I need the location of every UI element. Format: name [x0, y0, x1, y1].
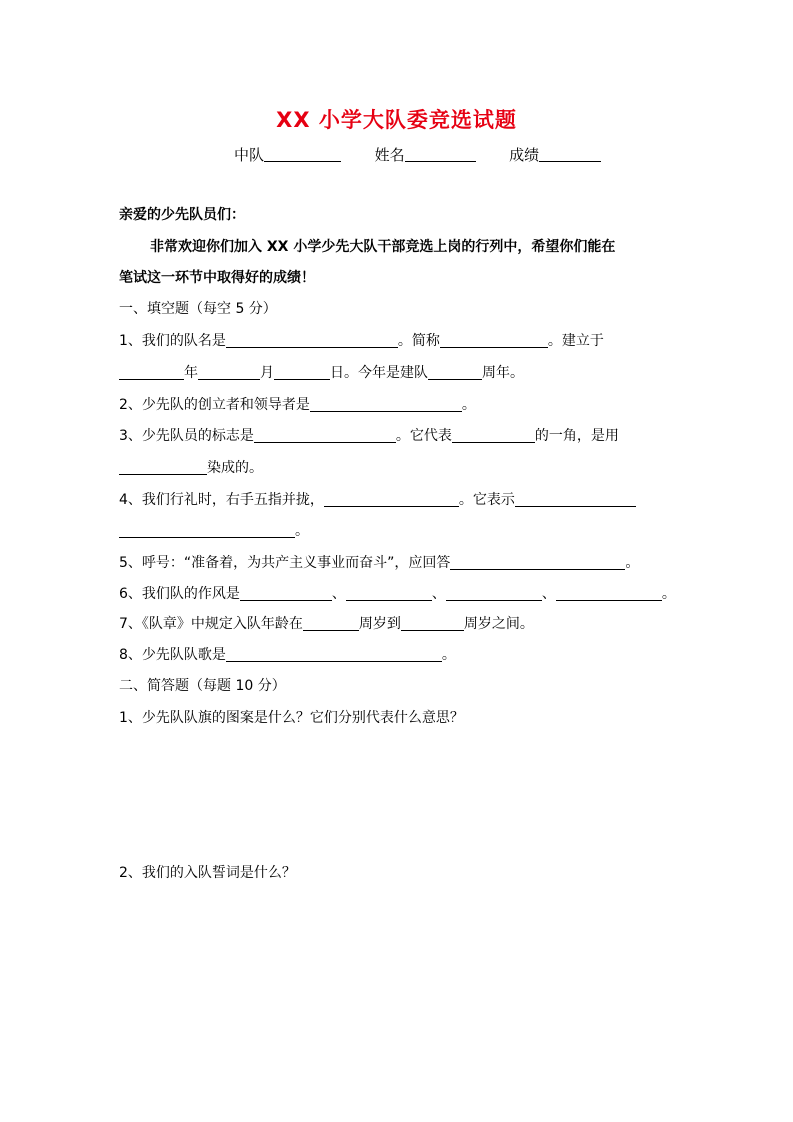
- question-1-line-2: [119, 363, 524, 383]
- greeting: 亲爱的少先队员们：: [119, 207, 245, 223]
- q3-blank-dyed-with[interactable]: [119, 459, 207, 475]
- question-4-line-1: [119, 490, 636, 510]
- q3-text-b: 。它代表: [395, 428, 452, 444]
- q1-text-f: 日。今年是建队: [330, 365, 428, 381]
- q7-blank-min-age[interactable]: [303, 615, 359, 631]
- q4-text-a: 4、我们行礼时，右手五指并拢，: [119, 492, 324, 508]
- q1-blank-anniversary[interactable]: [428, 364, 482, 380]
- question-3-line-2: [119, 458, 263, 478]
- q6-blank-3[interactable]: [446, 585, 542, 601]
- q8-text-a: 8、少先队队歌是: [119, 647, 226, 663]
- q6-text-a: 6、我们队的作风是: [119, 586, 240, 602]
- short-answer-question-1: 1、少先队队旗的图案是什么？它们分别代表什么意思？: [119, 710, 464, 726]
- q7-blank-max-age[interactable]: [401, 615, 464, 631]
- q1-blank-month[interactable]: [198, 364, 260, 380]
- q4-text-c: 。: [295, 523, 309, 539]
- name-field[interactable]: [405, 145, 476, 162]
- q2-blank-founder[interactable]: [310, 396, 462, 412]
- q7-text-c: 周岁之间。: [463, 616, 534, 632]
- question-3-line-1: [119, 426, 619, 446]
- q1-text-g: 周年。: [482, 365, 524, 381]
- question-6: [119, 584, 676, 604]
- q6-end: 。: [661, 586, 676, 602]
- intro-line-1: 非常欢迎你们加入 XX 小学少先大队干部竞选上岗的行列中，希望你们能在: [150, 239, 616, 255]
- q1-text-e: 月: [260, 365, 274, 381]
- q3-blank-symbol[interactable]: [254, 427, 396, 443]
- q3-blank-represents[interactable]: [452, 427, 535, 443]
- q3-text-a: 3、少先队员的标志是: [119, 428, 254, 444]
- q1-text-c: 。建立于: [547, 333, 604, 349]
- q7-text-a: 7、《队章》中规定入队年龄在: [119, 616, 303, 632]
- question-4-line-2: [119, 521, 309, 541]
- q3-text-c: 的一角，是用: [534, 428, 619, 444]
- score-label: 成绩: [509, 146, 540, 164]
- q2-text-b: 。: [461, 397, 476, 413]
- name-label: 姓名: [374, 146, 405, 164]
- q8-blank-anthem[interactable]: [226, 646, 442, 662]
- q1-blank-team-name[interactable]: [226, 332, 398, 348]
- q7-text-b: 周岁到: [358, 616, 401, 632]
- q4-blank-meaning-continued[interactable]: [119, 522, 295, 538]
- q6-blank-4[interactable]: [556, 585, 662, 601]
- q4-blank-meaning[interactable]: [515, 491, 636, 507]
- q6-separator: 、: [431, 586, 446, 602]
- q5-text-b: 。: [625, 555, 640, 571]
- q6-blank-2[interactable]: [346, 585, 432, 601]
- short-answer-question-2: 2、我们的入队誓词是什么？: [119, 865, 296, 881]
- question-8: [119, 645, 456, 665]
- q5-blank-answer[interactable]: [450, 554, 625, 570]
- q1-blank-year[interactable]: [119, 364, 184, 380]
- q4-blank-salute[interactable]: [324, 491, 459, 507]
- question-5: [119, 553, 639, 573]
- squad-field[interactable]: [264, 145, 341, 162]
- intro-line-2: 笔试这一环节中取得好的成绩！: [119, 270, 315, 286]
- q1-text-d: 年: [184, 365, 198, 381]
- q6-separator: 、: [541, 586, 556, 602]
- question-1-line-1: [119, 331, 604, 351]
- q2-text-a: 2、少先队的创立者和领导者是: [119, 397, 310, 413]
- q1-blank-day[interactable]: [274, 364, 330, 380]
- q8-text-b: 。: [441, 647, 456, 663]
- score-field[interactable]: [539, 145, 601, 162]
- page-title: XX 小学大队委竞选试题: [276, 108, 517, 132]
- q5-text-a: 5、呼号：“准备着，为共产主义事业而奋斗”，应回答: [119, 555, 451, 571]
- q4-text-b: 。它表示: [458, 492, 515, 508]
- q1-blank-short-name[interactable]: [440, 332, 548, 348]
- section1-heading: 一、填空题（每空 5 分）: [119, 301, 277, 317]
- q1-text-b: 。简称: [397, 333, 440, 349]
- q1-text-a: 1、我们的队名是: [119, 333, 226, 349]
- q6-separator: 、: [331, 586, 346, 602]
- student-info-row: [234, 145, 601, 165]
- section2-heading: 二、简答题（每题 10 分）: [119, 678, 286, 694]
- q3-text-d: 染成的。: [207, 460, 263, 476]
- question-7: [119, 614, 534, 634]
- squad-label: 中队: [234, 146, 265, 164]
- q6-blank-1[interactable]: [240, 585, 332, 601]
- question-2: [119, 395, 476, 415]
